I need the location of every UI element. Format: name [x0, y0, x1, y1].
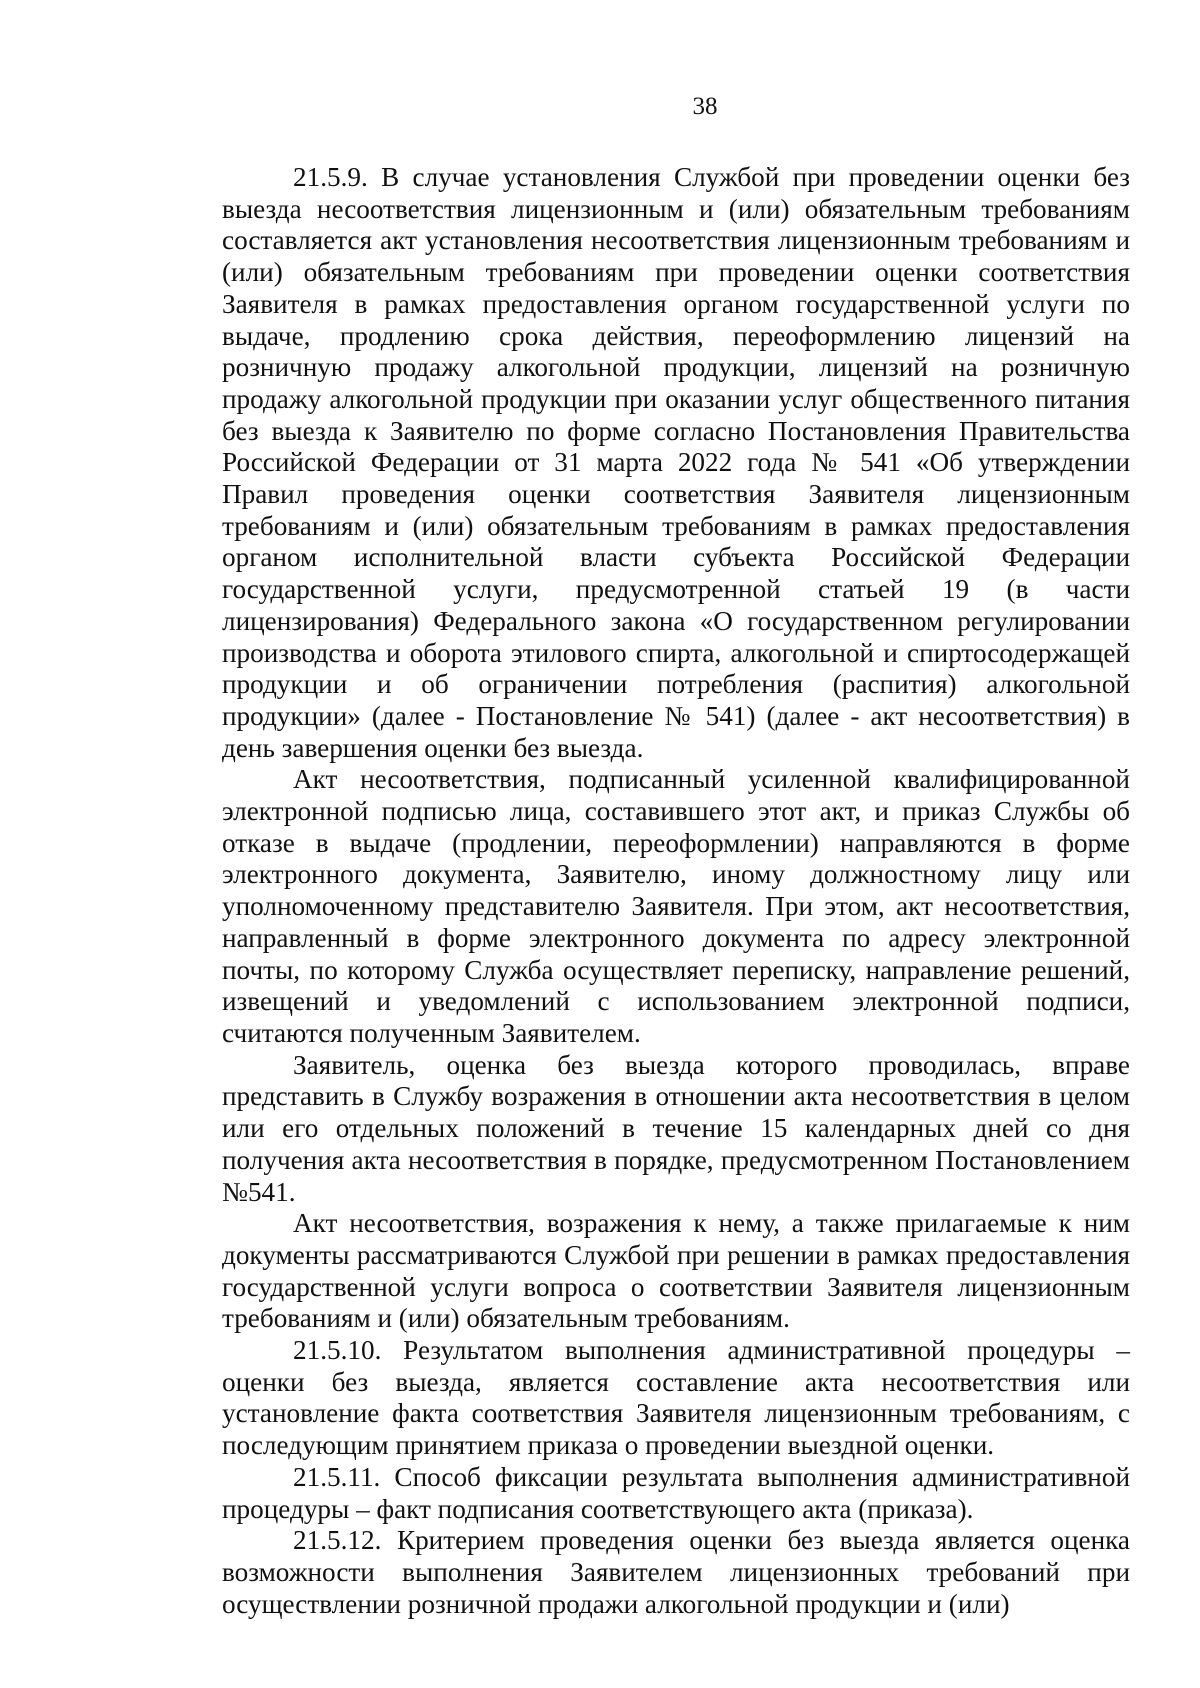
paragraph-21-5-10: 21.5.10. Результатом выполнения административной процедуры – оценки без выезда, является составление акта несоответствия или установление факта соответствия Заявителя лицензионным требованиям, с последующим принятием приказа о проведении выездной оценки. — [222, 1335, 1130, 1461]
paragraph-objections: Заявитель, оценка без выезда которого проводилась, вправе представить в Службу возражения в отношении акта несоответствия в целом или его отдельных положений в течение 15 календарных дней со дня получения акта несоответствия в порядке, предусмотренном Постановлением №541. — [222, 1049, 1130, 1207]
paragraph-21-5-11: 21.5.11. Способ фиксации результата выполнения административной процедуры – факт подписания соответствующего акта (приказа). — [222, 1461, 1130, 1524]
paragraph-review: Акт несоответствия, возражения к нему, а также прилагаемые к ним документы рассматриваются Службой при решении в рамках предоставления государственной услуги вопроса о соответствии Заявителя лицензионным требованиям и (или) обязательным требованиям. — [222, 1208, 1130, 1334]
document-body — [222, 162, 1130, 1620]
paragraph-21-5-12: 21.5.12. Критерием проведения оценки без выезда является оценка возможности выполнения Заявителем лицензионных требований при осуществлении розничной продажи алкогольной продукции и (или) — [222, 1525, 1130, 1619]
paragraph-21-5-9: 21.5.9. В случае установления Службой при проведении оценки без выезда несоответствия лицензионным и (или) обязательным требованиям составляется акт установления несоответствия лицензионным требованиям и (или) обязательным требованиям при проведении оценки соответствия Заявителя в рамках предоставления органом государственной услуги по выдаче, продлению срока действия, переоформлению лицензий на розничную продажу алкогольной продукции, лицензий на розничную продажу алкогольной продукции при оказании услуг общественного питания без выезда к Заявителю по форме согласно Постановления Правительства Российской Федерации от 31 марта 2022 года № 541 «Об утверждении Правил проведения оценки соответствия Заявителя лицензионным требованиям и (или) обязательным требованиям в рамках предоставления органом исполнительной власти субъекта Российской Федерации государственной услуги, предусмотренной статьей 19 (в части лицензирования) Федерального закона «О государственном регулировании производства и оборота этилового спирта, алкогольной и спиртосодержащей продукции и об ограничении потребления (распития) алкогольной продукции» (далее - Постановление № 541) (далее - акт несоответствия) в день завершения оценки без выезда. — [222, 162, 1130, 763]
paragraph-act-delivery: Акт несоответствия, подписанный усиленной квалифицированной электронной подписью лица, составившего этот акт, и приказ Службы об отказе в выдаче (продлении, переоформлении) направляются в форме электронного документа, Заявителю, иному должностному лицу или уполномоченному представителю Заявителя. При этом, акт несоответствия, направленный в форме электронного документа по адресу электронной почты, по которому Служба осуществляет переписку, направление решений, извещений и уведомлений с использованием электронной подписи, считаются полученным Заявителем. — [222, 764, 1130, 1048]
page-number: 38 — [692, 93, 718, 120]
